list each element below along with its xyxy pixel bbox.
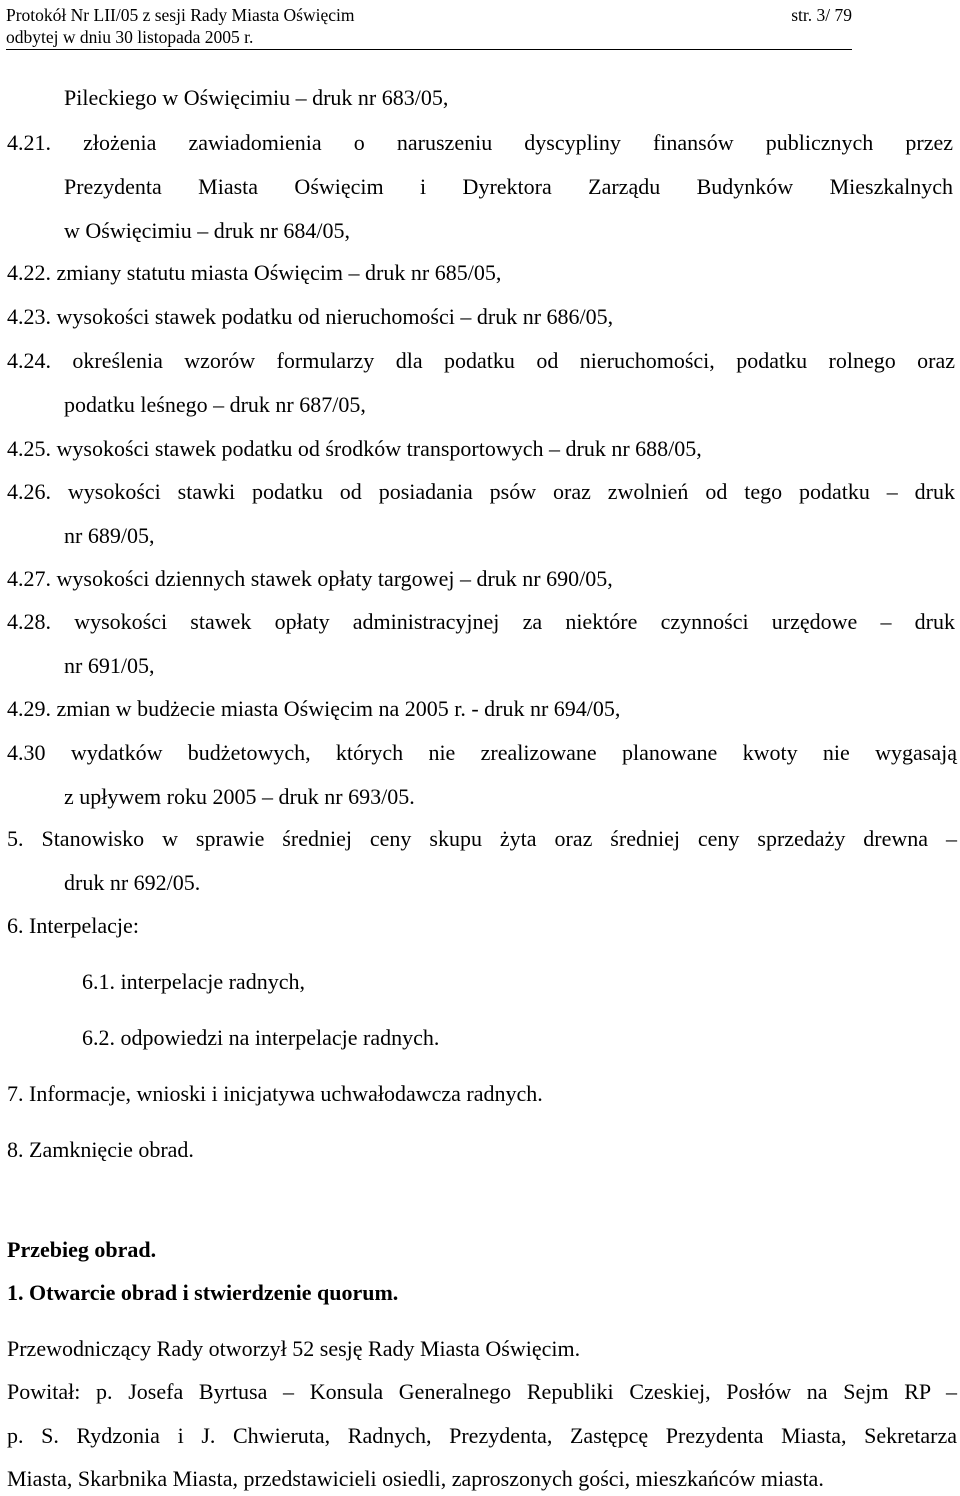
agenda-item-4-28-line2: nr 691/05,: [64, 653, 155, 678]
page-header: [6, 4, 852, 50]
agenda-item-4-20-cont: Pileckiego w Oświęcimiu – druk nr 683/05,: [64, 85, 449, 110]
agenda-item-4-30: 4.30 wydatków budżetowych, których nie zrealizowane planowane kwoty nie wygasają: [7, 740, 957, 765]
section-1-heading: 1. Otwarcie obrad i stwierdzenie quorum.: [7, 1280, 399, 1305]
agenda-item-7: 7. Informacje, wnioski i inicjatywa uchwałodawcza radnych.: [7, 1081, 543, 1106]
page-number: str. 3/ 79: [791, 5, 852, 25]
agenda-item-4-29: 4.29. zmian w budżecie miasta Oświęcim na 2005 r. - druk nr 694/05,: [7, 696, 621, 721]
agenda-item-4-21-line2: Prezydenta Miasta Oświęcim i Dyrektora Zarządu Budynków Mieszkalnych: [64, 174, 953, 199]
agenda-item-4-21: 4.21. złożenia zawiadomienia o naruszeniu dyscypliny finansów publicznych przez: [7, 130, 953, 155]
agenda-item-4-26: 4.26. wysokości stawki podatku od posiadania psów oraz zwolnień od tego podatku – druk: [7, 479, 955, 504]
agenda-item-5: 5. Stanowisko w sprawie średniej ceny skupu żyta oraz średniej ceny sprzedaży drewna –: [7, 826, 957, 851]
agenda-item-6-2: 6.2. odpowiedzi na interpelacje radnych.: [82, 1025, 440, 1050]
agenda-item-4-21-line3: w Oświęcimiu – druk nr 684/05,: [64, 218, 350, 243]
agenda-item-6-1: 6.1. interpelacje radnych,: [82, 969, 305, 994]
agenda-item-5-line2: druk nr 692/05.: [64, 870, 201, 895]
agenda-item-4-28: 4.28. wysokości stawek opłaty administracyjnej za niektóre czynności urzędowe – druk: [7, 609, 955, 634]
opening-paragraph: Przewodniczący Rady otworzył 52 sesję Rady Miasta Oświęcim.: [7, 1336, 581, 1361]
greetings-line-2: p. S. Rydzonia i J. Chwieruta, Radnych, Prezydenta, Zastępcę Prezydenta Miasta, Sekretarza: [7, 1423, 957, 1448]
agenda-item-6: 6. Interpelacje:: [7, 913, 139, 938]
greetings-line-3: Miasta, Skarbnika Miasta, przedstawicieli osiedli, zaproszonych gości, mieszkańców miasta.: [7, 1466, 824, 1491]
agenda-item-4-30-line2: z upływem roku 2005 – druk nr 693/05.: [64, 784, 415, 809]
session-date: odbytej w dniu 30 listopada 2005 r.: [6, 26, 852, 50]
agenda-item-4-26-line2: nr 689/05,: [64, 523, 155, 548]
agenda-item-8: 8. Zamknięcie obrad.: [7, 1137, 194, 1162]
agenda-item-4-24: 4.24. określenia wzorów formularzy dla podatku od nieruchomości, podatku rolnego oraz: [7, 348, 955, 373]
agenda-item-4-22: 4.22. zmiany statutu miasta Oświęcim – druk nr 685/05,: [7, 260, 502, 285]
agenda-item-4-25: 4.25. wysokości stawek podatku od środków transportowych – druk nr 688/05,: [7, 436, 702, 461]
agenda-item-4-23: 4.23. wysokości stawek podatku od nieruchomości – druk nr 686/05,: [7, 304, 614, 329]
agenda-item-4-24-line2: podatku leśnego – druk nr 687/05,: [64, 392, 366, 417]
proceedings-heading: Przebieg obrad.: [7, 1237, 157, 1262]
agenda-item-4-27: 4.27. wysokości dziennych stawek opłaty targowej – druk nr 690/05,: [7, 566, 613, 591]
document-title: Protokół Nr LII/05 z sesji Rady Miasta Oświęcim: [6, 5, 355, 25]
greetings-line-1: Powitał: p. Josefa Byrtusa – Konsula Generalnego Republiki Czeskiej, Posłów na Sejm RP –: [7, 1379, 957, 1404]
